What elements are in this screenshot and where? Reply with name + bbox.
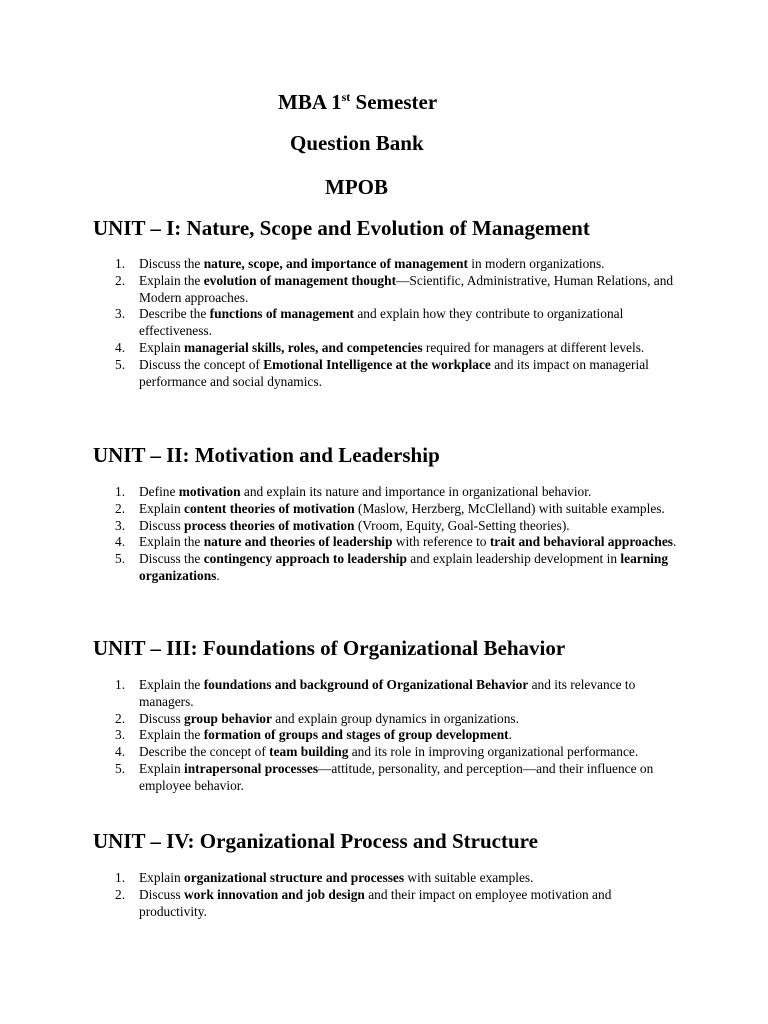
unit-heading: UNIT – IV: Organizational Process and Structure [93, 829, 538, 853]
question-text-segment: Explain the [139, 534, 204, 550]
question-text [139, 534, 676, 549]
question-key-term: trait and behavioral approaches [489, 534, 673, 550]
question-text [139, 357, 649, 389]
question-key-term: motivation [178, 484, 241, 499]
question-item [115, 306, 679, 340]
question-number: 1. [115, 484, 126, 499]
question-key-term: nature, scope, and importance of management [203, 256, 468, 271]
question-text-segment: (Vroom, Equity, Goal-Setting theories). [354, 517, 570, 533]
question-text [139, 484, 591, 499]
question-text [139, 501, 665, 516]
question-item [115, 677, 679, 711]
unit-heading: UNIT – III: Foundations of Organizational Behavior [93, 636, 566, 660]
question-item [115, 484, 679, 501]
question-text-segment: and its role in improving organizational performance. [348, 744, 639, 760]
question-key-term: formation of groups and stages of group development [203, 727, 509, 743]
question-text-segment: —attitude, personality, and perception—and their influence on employee behavior. [139, 760, 654, 793]
question-list [115, 870, 679, 920]
question-item [115, 744, 679, 761]
question-text [139, 518, 570, 533]
question-text [139, 340, 644, 355]
question-text [139, 306, 623, 338]
question-text [139, 727, 512, 742]
question-text-segment: and explain leadership development in [406, 551, 621, 567]
question-text-segment: Explain the [139, 677, 204, 692]
question-text [139, 870, 534, 885]
question-text-segment: Define [139, 484, 179, 499]
question-item [115, 356, 679, 391]
question-item [115, 886, 679, 921]
question-key-term: work innovation and job design [184, 886, 365, 902]
question-key-term: organizational structure and processes [184, 870, 405, 885]
doc-title-subject-code: MPOB [325, 175, 388, 199]
question-text-segment: Explain the [139, 272, 204, 288]
question-number: 5. [115, 760, 126, 776]
question-number: 5. [115, 356, 126, 372]
question-text-segment: Explain [139, 339, 184, 355]
question-text-segment: Describe the concept of [139, 744, 270, 760]
question-item [115, 551, 679, 585]
question-key-term: group behavior [184, 710, 272, 726]
question-item [115, 760, 679, 795]
question-text-segment: Explain [139, 760, 184, 776]
question-number: 2. [115, 272, 126, 288]
title-ordinal-suffix: st [341, 90, 351, 104]
question-key-term: nature and theories of leadership [203, 534, 393, 550]
question-number: 3. [115, 306, 126, 322]
question-key-term: learning organizations [139, 551, 669, 583]
question-text-segment: . [216, 567, 220, 583]
question-item [115, 727, 679, 744]
question-text-segment: required for managers at different levels. [422, 339, 645, 355]
question-text-segment: (Maslow, Herzberg, McClelland) with suitable examples. [354, 500, 665, 516]
question-key-term: content theories of motivation [184, 500, 355, 516]
question-text-segment: . [672, 534, 677, 550]
question-text-segment: Explain the [139, 727, 204, 743]
question-number: 4. [115, 744, 126, 760]
question-number: 2. [115, 500, 126, 516]
question-number: 1. [115, 870, 126, 885]
question-text-segment: and explain group dynamics in organizations. [271, 710, 519, 726]
question-item [115, 710, 679, 728]
question-item [115, 534, 679, 551]
question-text [139, 744, 638, 759]
question-text-segment: Discuss [139, 710, 185, 726]
question-key-term: contingency approach to leadership [203, 551, 407, 567]
question-text-segment: and its impact on managerial performance and social dynamics. [139, 356, 649, 389]
question-number: 2. [115, 710, 126, 726]
doc-title-question-bank: Question Bank [290, 131, 424, 155]
title-semester-text: Semester [350, 90, 438, 114]
question-text-segment: Discuss the [139, 551, 204, 567]
question-key-term: foundations and background of Organizational Behavior [203, 677, 529, 692]
question-number: 4. [115, 534, 126, 550]
question-number: 3. [115, 727, 126, 743]
question-number: 5. [115, 551, 126, 567]
question-text-segment: Explain [139, 500, 184, 516]
question-item [115, 256, 679, 273]
question-item [115, 339, 679, 357]
question-text-segment: Explain [139, 870, 184, 885]
question-number: 1. [115, 677, 126, 692]
question-text-segment: Discuss the concept of [139, 356, 264, 372]
question-key-term: intrapersonal processes [184, 760, 319, 776]
doc-title-program [278, 90, 437, 114]
question-text-segment: Describe the [139, 306, 210, 322]
question-text-segment: with reference to [392, 534, 490, 550]
question-text [139, 761, 653, 793]
question-text [139, 887, 611, 919]
question-number: 4. [115, 339, 126, 355]
unit-heading: UNIT – I: Nature, Scope and Evolution of Management [93, 216, 590, 240]
question-text [139, 256, 605, 271]
question-list [115, 677, 679, 795]
question-key-term: team building [269, 744, 349, 760]
question-list [115, 256, 679, 390]
title-program-text: MBA 1 [278, 90, 342, 114]
question-key-term: functions of management [209, 306, 354, 322]
question-item [115, 272, 679, 307]
question-text-segment: —Scientific, Administrative, Human Relations, and Modern approaches. [139, 272, 674, 305]
question-text [139, 273, 673, 305]
question-number: 2. [115, 886, 126, 902]
question-text-segment: in modern organizations. [467, 256, 605, 271]
question-list [115, 484, 679, 585]
question-key-term: managerial skills, roles, and competencies [184, 339, 423, 355]
question-text [139, 711, 519, 726]
question-text-segment: . [508, 727, 512, 743]
question-text-segment: with suitable examples. [404, 870, 534, 885]
question-text-segment: Discuss [139, 886, 185, 902]
question-key-term: process theories of motivation [184, 517, 355, 533]
question-text-segment: Discuss [139, 517, 185, 533]
question-item [115, 517, 679, 535]
question-text-segment: and explain its nature and importance in organizational behavior. [240, 484, 592, 499]
question-item [115, 870, 679, 887]
question-key-term: Emotional Intelligence at the workplace [263, 356, 491, 372]
question-number: 3. [115, 517, 126, 533]
question-number: 1. [115, 256, 126, 271]
question-text-segment: Discuss the [139, 256, 204, 271]
question-item [115, 500, 679, 518]
question-text [139, 677, 635, 709]
unit-heading: UNIT – II: Motivation and Leadership [93, 443, 440, 467]
question-text-segment: and its relevance to managers. [139, 677, 636, 709]
question-text-segment: and explain how they contribute to organizational effectiveness. [139, 306, 624, 339]
question-key-term: evolution of management thought [203, 272, 397, 288]
question-text [139, 551, 668, 583]
question-text-segment: and their impact on employee motivation and productivity. [139, 886, 612, 919]
